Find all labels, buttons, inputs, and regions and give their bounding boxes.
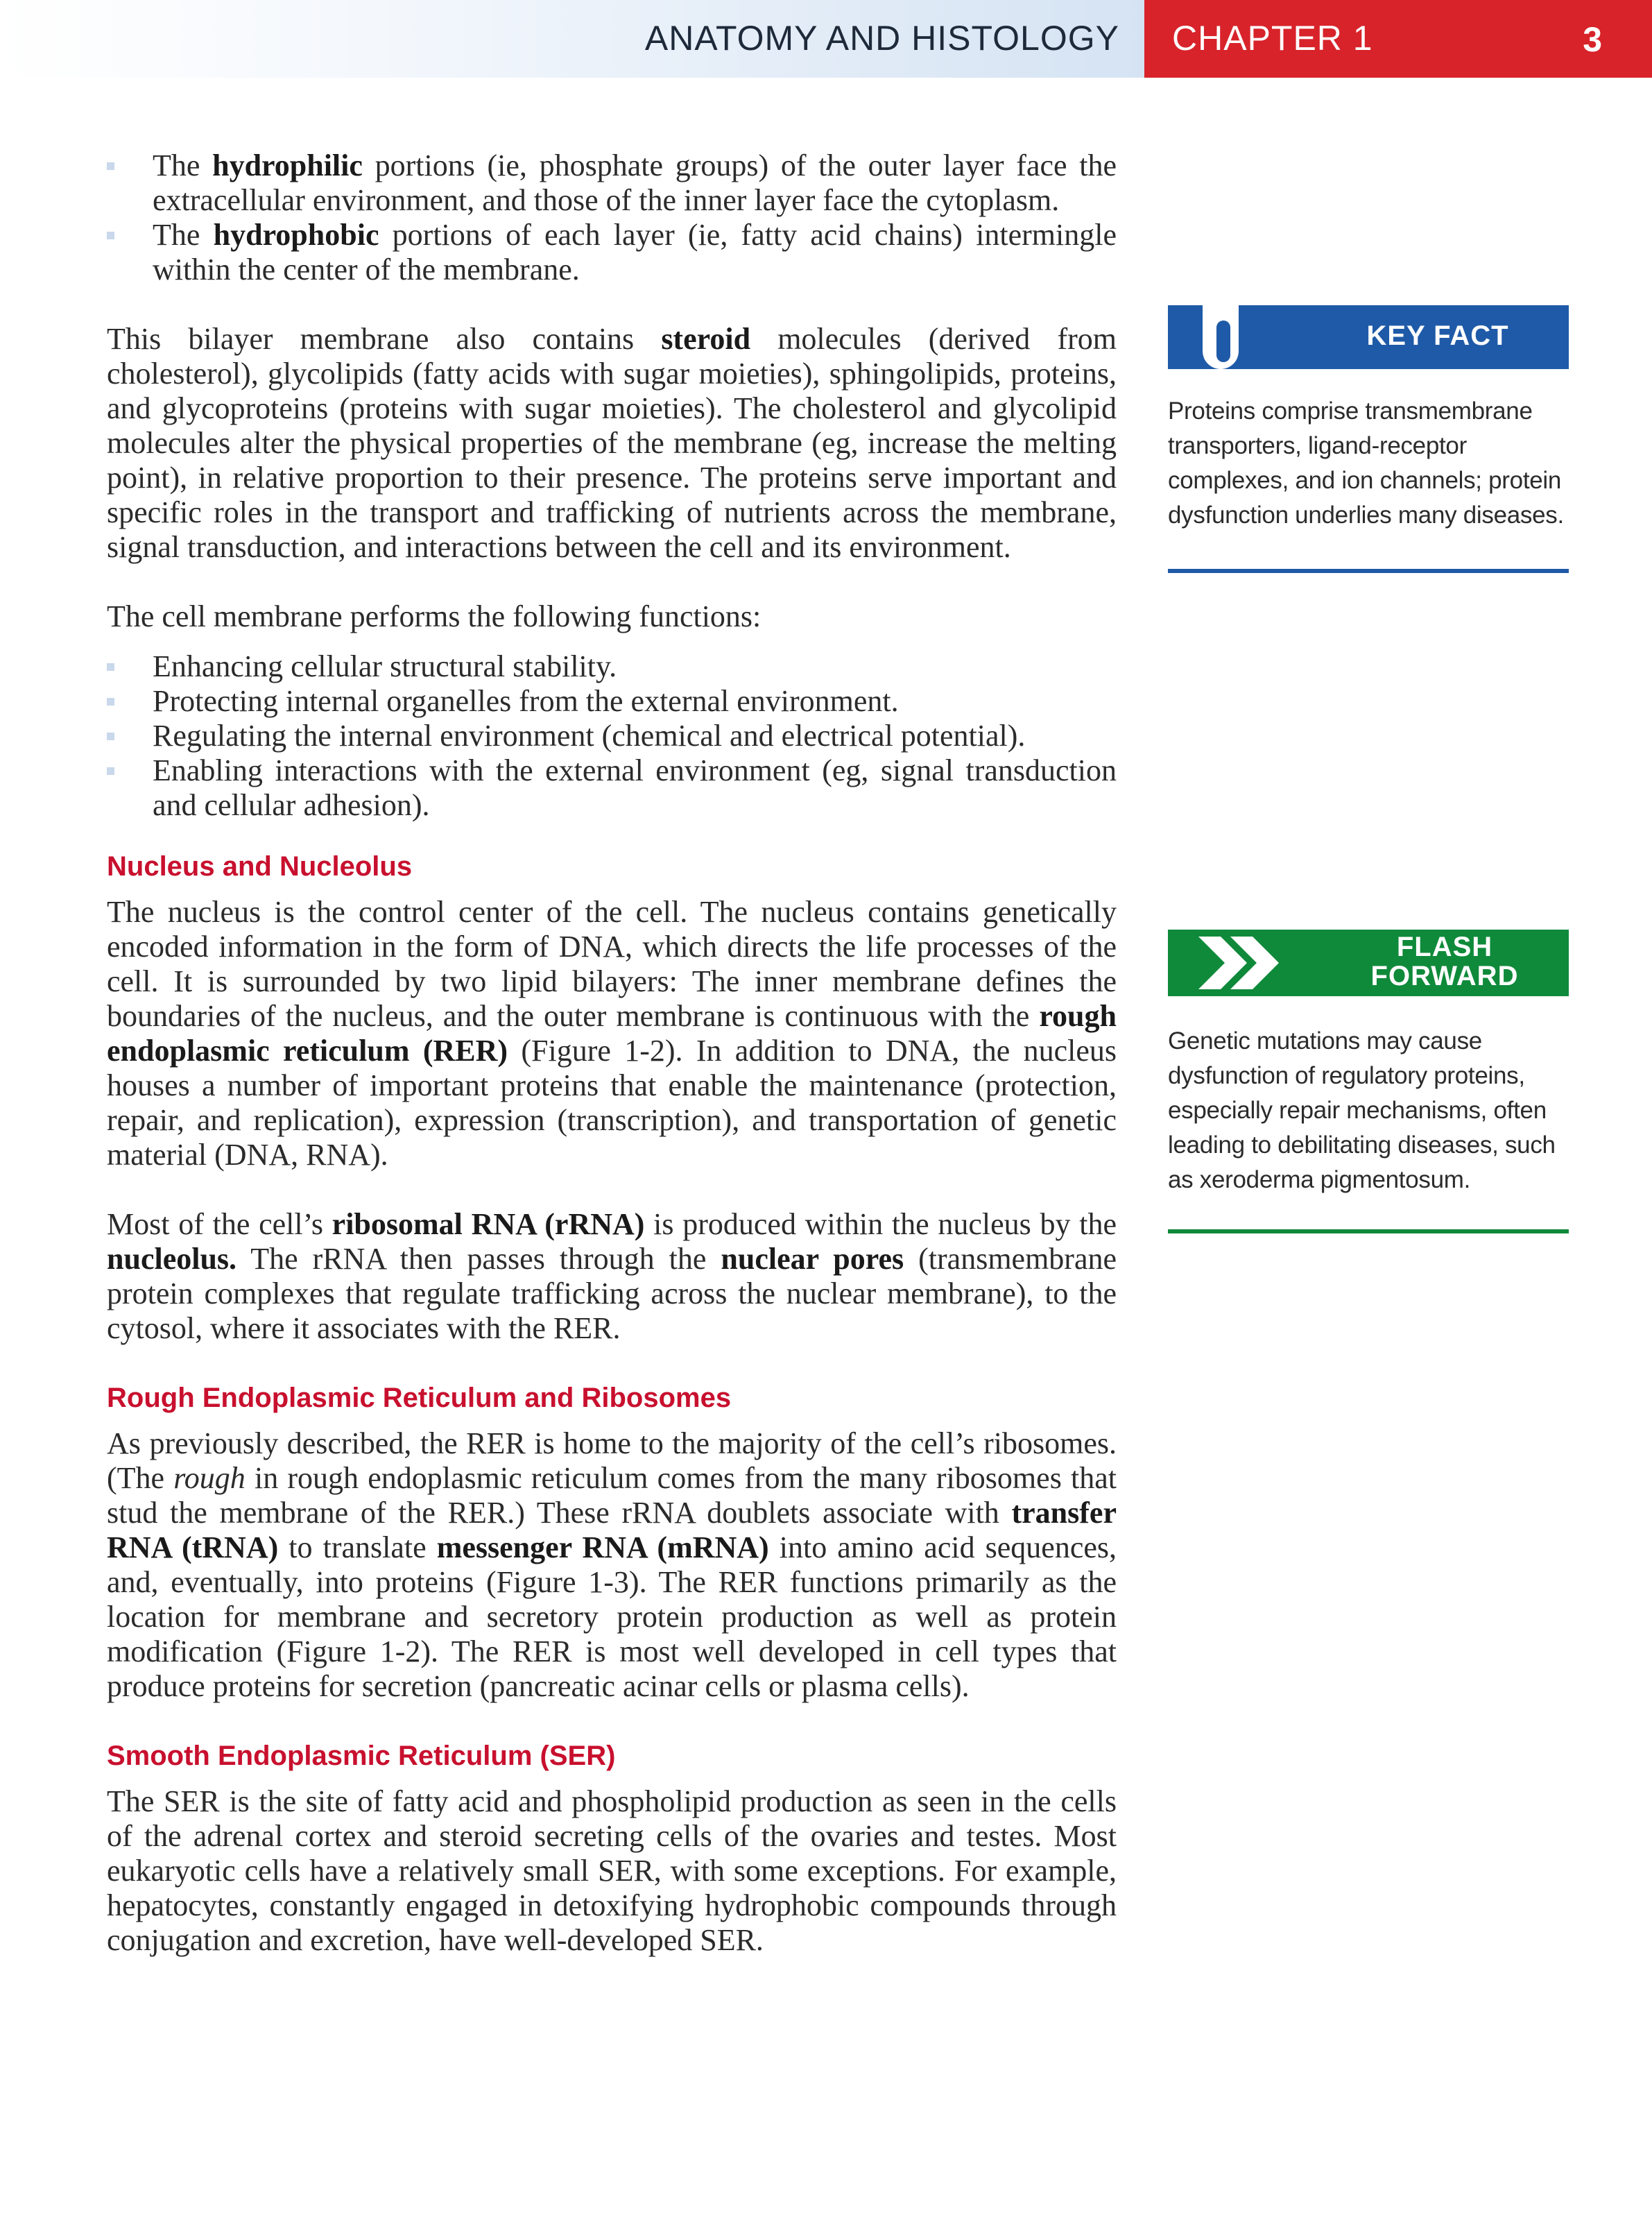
paragraph-nucleolus: Most of the cell’s ribosomal RNA (rRNA) is produced within the nucleus by the nucleolus. The rRNA then passes through the nuclear pores (transmembrane protein complexes that regulate trafficking across the nuclear membrane), to the cytosol, where it associates with the RER.	[107, 1207, 1117, 1345]
list-item: Enhancing cellular structural stability.	[107, 649, 1117, 684]
bullet-list-membrane-functions	[107, 649, 1117, 823]
bold-term: rough endoplasmic reticulum (RER)	[107, 999, 1117, 1068]
paragraph-ser: The SER is the site of fatty acid and phospholipid production as seen in the cells of the adrenal cortex and steroid secreting cells of the ovaries and testes. Most eukaryotic cells have a relatively small SER, with some exceptions. For example, hepatocytes, constantly engaged in detoxifying hydrophobic compounds through conjugation and excretion, have well-developed SER.	[107, 1784, 1117, 1957]
key-fact-rule	[1168, 569, 1569, 573]
flash-forward-label-line2: FORWARD	[1370, 961, 1519, 991]
bullet-list-membrane-layers	[107, 148, 1117, 287]
main-text-column	[107, 148, 1117, 1992]
header-band	[0, 0, 1144, 78]
page-header	[0, 0, 1652, 78]
bold-term: messenger RNA (mRNA)	[436, 1530, 769, 1564]
key-fact-box	[1168, 305, 1569, 573]
flash-forward-label	[1320, 932, 1569, 991]
key-fact-label: KEY FACT	[1366, 321, 1509, 351]
list-item: The hydrophobic portions of each layer (ie, fatty acid chains) intermingle within the center of the membrane.	[107, 218, 1117, 287]
italic-term: rough	[173, 1461, 246, 1495]
double-chevron-right-icon	[1196, 937, 1286, 989]
list-item: The hydrophilic portions (ie, phosphate groups) of the outer layer face the extracellular environment, and those of the inner layer face the cytoplasm.	[107, 148, 1117, 218]
bold-term: steroid	[661, 322, 751, 356]
list-item: Protecting internal organelles from the external environment.	[107, 684, 1117, 719]
chapter-label: CHAPTER 1	[1172, 19, 1373, 58]
bold-term: hydrophobic	[213, 218, 379, 252]
bold-term: transfer RNA (tRNA)	[107, 1496, 1117, 1564]
flash-forward-rule	[1168, 1229, 1569, 1233]
paragraph-nucleus: The nucleus is the control center of the cell. The nucleus contains genetically encoded information in the form of DNA, which directs the life processes of the cell. It is surrounded by two lipid bilayers: The inner membrane defines the boundaries of the nucleus, and the outer membrane is continuous with the rough endoplasmic reticulum (RER) (Figure 1-2). In addition to DNA, the nucleus houses a number of important proteins that enable the maintenance (protection, repair, and replication), expression (transcription), and transportation of genetic material (DNA, RNA).	[107, 895, 1117, 1172]
paragraph-functions-intro: The cell membrane performs the following functions:	[107, 599, 762, 633]
key-fact-text: Proteins comprise transmembrane transporters, ligand-receptor complexes, and ion channels; protein dysfunction underlies many diseases.	[1168, 398, 1564, 529]
bold-term: hydrophilic	[212, 148, 363, 182]
heading-rer: Rough Endoplasmic Reticulum and Ribosomes	[107, 1383, 732, 1413]
heading-nucleus: Nucleus and Nucleolus	[107, 851, 413, 882]
bold-term: ribosomal RNA (rRNA)	[332, 1207, 645, 1241]
flash-forward-box	[1168, 930, 1569, 1233]
flash-forward-header	[1168, 930, 1569, 996]
flash-forward-label-line1: FLASH	[1396, 932, 1493, 962]
flash-forward-text: Genetic mutations may cause dysfunction of regulatory proteins, especially repair mechanisms, often leading to debilitating diseases, such as xeroderma pigmentosum.	[1168, 1027, 1556, 1193]
bold-term: nucleolus.	[107, 1242, 237, 1276]
list-item: Enabling interactions with the external environment (eg, signal transduction and cellular adhesion).	[107, 753, 1117, 823]
page-number: 3	[1583, 20, 1602, 59]
heading-ser: Smooth Endoplasmic Reticulum (SER)	[107, 1741, 616, 1771]
paragraph-bilayer: This bilayer membrane also contains steroid molecules (derived from cholesterol), glycolipids (fatty acids with sugar moieties), sphingolipids, proteins, and glycoproteins (proteins with sugar moieties). The cholesterol and glycolipid molecules alter the physical properties of the membrane (eg, increase the melting point), in relative proportion to their presence. The proteins serve important and specific roles in the transport and trafficking of nutrients across the membrane, signal transduction, and interactions between the cell and its environment.	[107, 322, 1117, 564]
section-title: ANATOMY AND HISTOLOGY	[644, 19, 1119, 58]
list-item: Regulating the internal environment (chemical and electrical potential).	[107, 719, 1117, 753]
chapter-tab	[1144, 0, 1652, 78]
paragraph-rer: As previously described, the RER is home to the majority of the cell’s ribosomes. (The rough in rough endoplasmic reticulum comes from the many ribosomes that stud the membrane of the RER.) These rRNA doublets associate with transfer RNA (tRNA) to translate messenger RNA (mRNA) into amino acid sequences, and, eventually, into proteins (Figure 1-3). The RER functions primarily as the location for membrane and secretory protein production as well as protein modification (Figure 1-2). The RER is most well developed in cell types that produce proteins for secretion (pancreatic acinar cells or plasma cells).	[107, 1426, 1117, 1703]
key-fact-header	[1168, 305, 1569, 369]
bold-term: nuclear pores	[721, 1242, 904, 1276]
